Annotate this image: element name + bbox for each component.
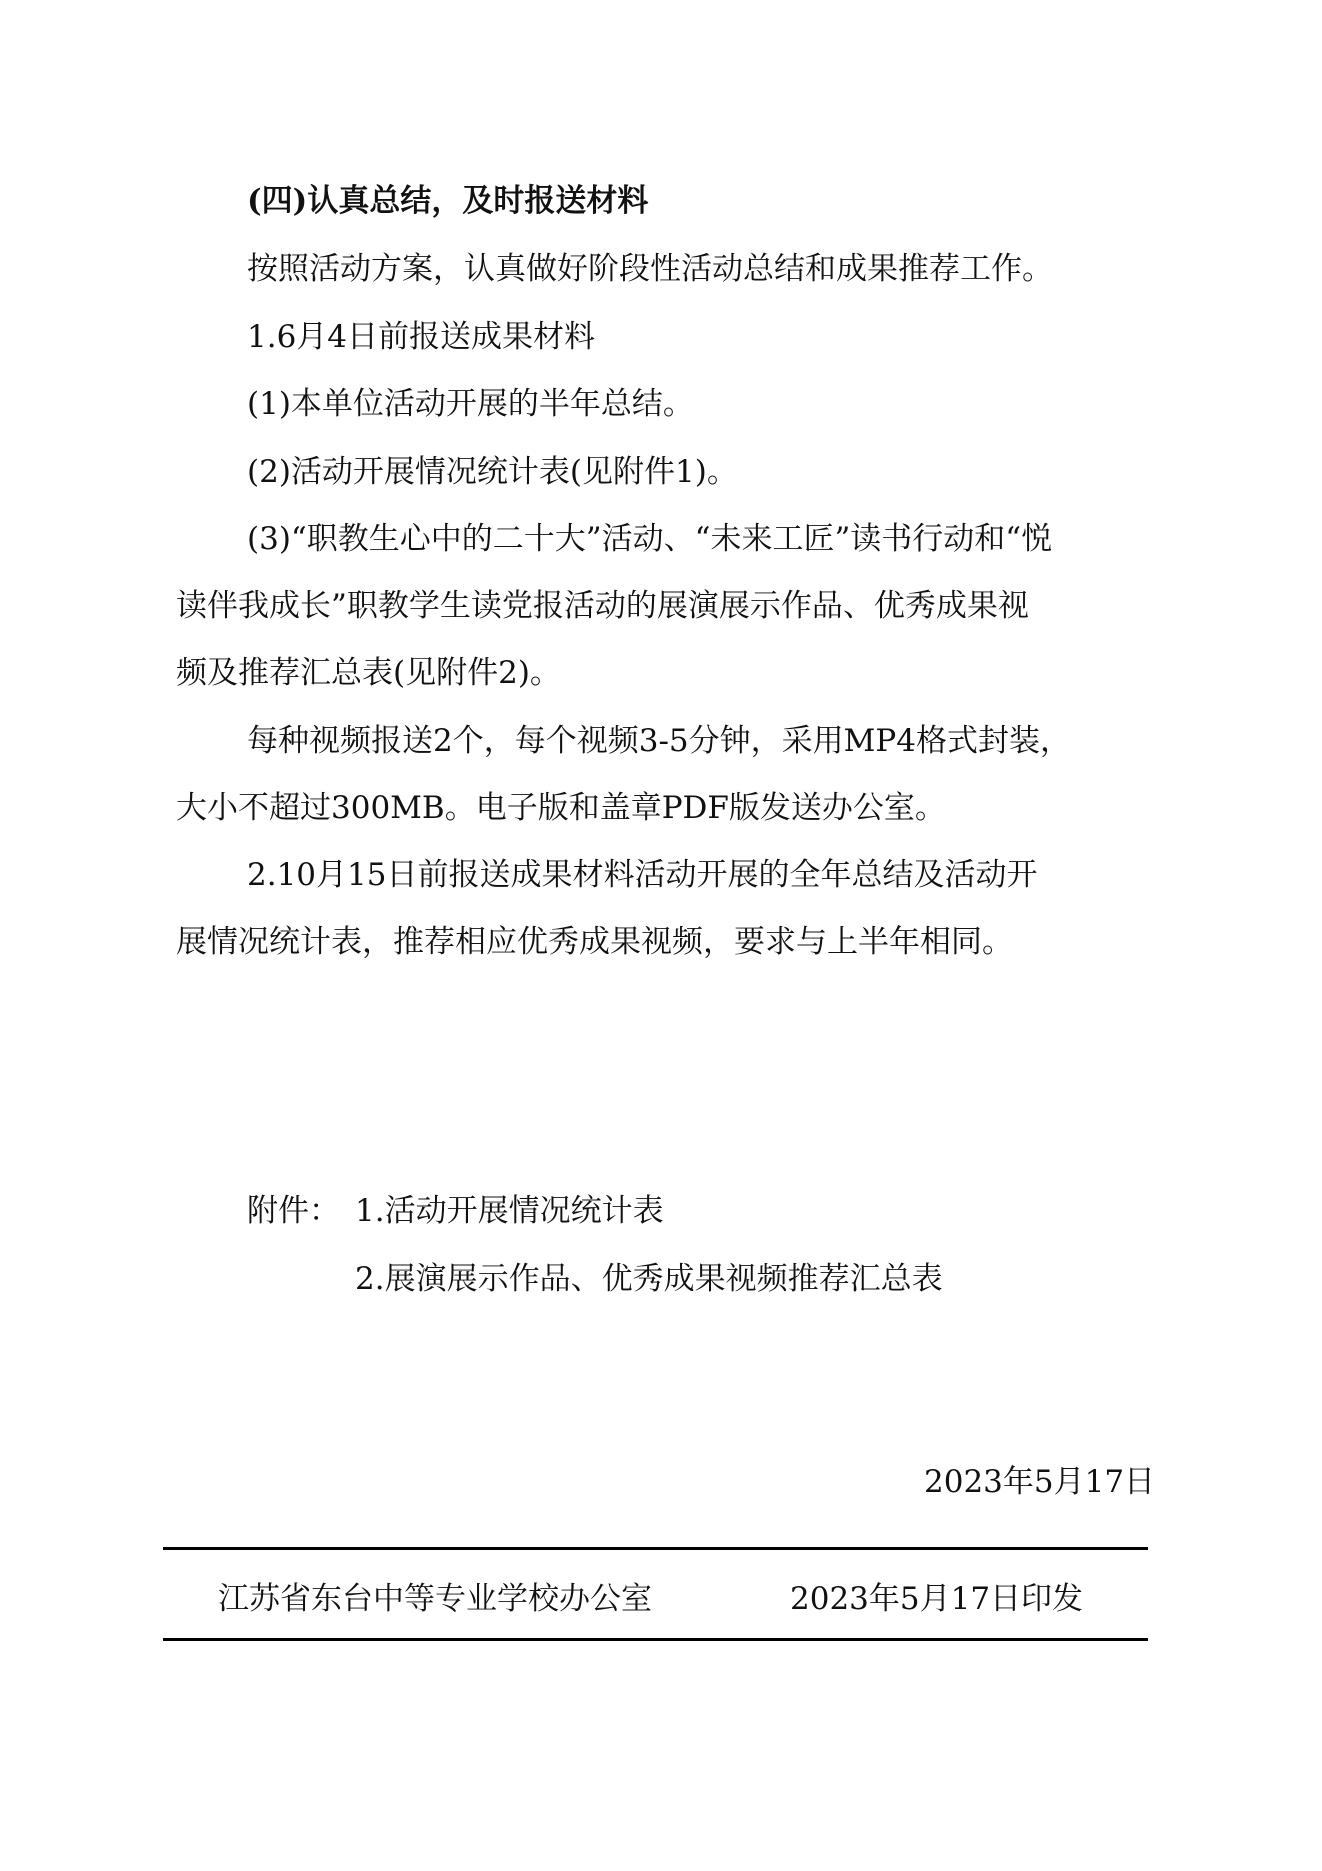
item1-title: 1.6月4日前报送成果材料 [247, 319, 596, 355]
attachments-label: 附件： [247, 1193, 340, 1229]
footer-bottom-rule [163, 1638, 1148, 1641]
video-requirement-line1: 每种视频报送2个，每个视频3-5分钟，采用MP4格式封装， [247, 723, 1071, 759]
attachment-item-1: 1.活动开展情况统计表 [355, 1193, 664, 1229]
attachment-item-2: 2.展演展示作品、优秀成果视频推荐汇总表 [355, 1261, 943, 1297]
item2-line2: 展情况统计表，推荐相应优秀成果视频，要求与上半年相同。 [176, 924, 1013, 960]
item1-sub2: (2)活动开展情况统计表(见附件1)。 [247, 454, 738, 490]
document-date: 2023年5月17日 [924, 1464, 1156, 1500]
video-requirement-line2: 大小不超过300MB。电子版和盖章PDF版发送办公室。 [176, 790, 946, 826]
footer-issue-date: 2023年5月17日印发 [790, 1581, 1084, 1617]
intro-paragraph: 按照活动方案，认真做好阶段性活动总结和成果推荐工作。 [247, 251, 1053, 287]
footer-top-rule [163, 1547, 1148, 1550]
section-heading: (四)认真总结，及时报送材料 [247, 183, 649, 219]
item1-sub3-line1: (3)“职教生心中的二十大”活动、“未来工匠”读书行动和“悦 [247, 521, 1053, 557]
item1-sub1: (1)本单位活动开展的半年总结。 [247, 386, 694, 422]
item1-sub3-line3: 频及推荐汇总表(见附件2)。 [176, 655, 561, 691]
item2-line1: 2.10月15日前报送成果材料活动开展的全年总结及活动开 [247, 857, 1038, 893]
footer-issuer: 江苏省东台中等专业学校办公室 [218, 1581, 652, 1617]
item1-sub3-line2: 读伴我成长”职教学生读党报活动的展演展示作品、优秀成果视 [176, 588, 1029, 624]
